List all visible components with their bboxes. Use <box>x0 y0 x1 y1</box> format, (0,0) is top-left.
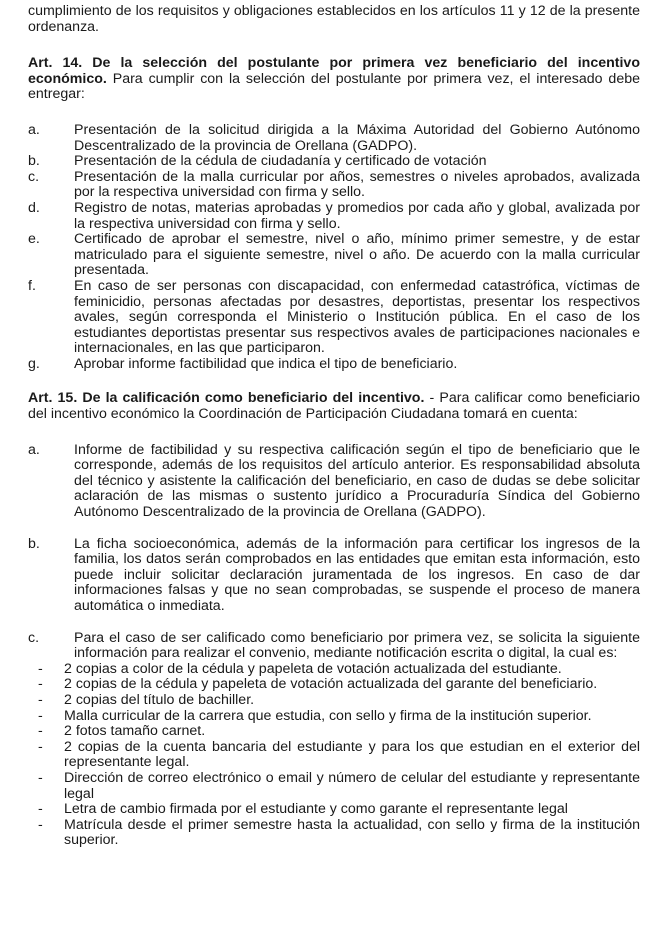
item-text: Presentación de la solicitud dirigida a la Máxima Autoridad del Gobierno Autónomo Descentralizado de la provincia de Orellana (GADPO). <box>74 121 640 154</box>
sublist-item <box>28 709 640 725</box>
item-text: Registro de notas, materias aprobadas y promedios por cada año y global, avalizada por la respectiva universidad con firma y sello. <box>74 199 640 232</box>
art14-body: Para cumplir con la selección del postulante por primera vez, el interesado debe entregar: <box>28 70 640 103</box>
sublist-item <box>28 724 640 740</box>
dash-bullet: - <box>38 707 43 724</box>
dash-bullet: - <box>38 676 43 693</box>
dash-bullet: - <box>38 691 43 708</box>
item-letter: e. <box>28 231 40 248</box>
item-text: Certificado de aprobar el semestre, nivel o año, mínimo primer semestre, y de estar matriculado para el siguiente semestre, nivel o año. De acuerdo con la malla curricular presentada. <box>74 231 640 279</box>
art15-list <box>28 443 640 662</box>
item-letter: a. <box>28 441 40 458</box>
sublist-text: 2 copias del título de bachiller. <box>64 691 255 708</box>
sublist-item <box>28 771 640 802</box>
art14-list <box>28 123 640 373</box>
item-text: Para el caso de ser calificado como beneficiario por primera vez, se solicita la siguiente información para realizar el convenio, mediante notificación escrita o digital, la cual es: <box>74 629 640 662</box>
requirements-sublist <box>28 662 640 849</box>
item-letter: d. <box>28 199 40 216</box>
list-item <box>28 123 640 154</box>
sublist-item <box>28 740 640 771</box>
list-item <box>28 537 640 615</box>
item-letter: g. <box>28 355 40 372</box>
list-item <box>28 443 640 521</box>
art14-heading: Art. 14. De la selección del postulante por primera vez beneficiario del incentivo económico. <box>28 55 640 87</box>
item-letter: b. <box>28 153 40 170</box>
dash-bullet: - <box>38 723 43 740</box>
dash-bullet: - <box>38 769 43 786</box>
list-item <box>28 232 640 279</box>
dash-bullet: - <box>38 660 43 677</box>
sublist-text: Dirección de correo electrónico o email y número de celular del estudiante y representante legal <box>64 769 640 802</box>
art15-body: - Para calificar como beneficiario del incentivo económico la Coordinación de Participación Ciudadana tomará en cuenta: <box>28 390 640 423</box>
sublist-text: Malla curricular de la carrera que estudia, con sello y firma de la institución superior. <box>64 707 592 724</box>
dash-bullet: - <box>38 738 43 755</box>
sublist-text: Letra de cambio firmada por el estudiante y como garante el representante legal <box>64 801 568 818</box>
item-text: Aprobar informe factibilidad que indica el tipo de beneficiario. <box>74 355 458 372</box>
dash-bullet: - <box>38 816 43 833</box>
dash-bullet: - <box>38 801 43 818</box>
sublist-item <box>28 662 640 678</box>
list-item <box>28 170 640 201</box>
sublist-text: 2 fotos tamaño carnet. <box>64 723 206 740</box>
item-text: Presentación de la cédula de ciudadanía y certificado de votación <box>74 153 487 170</box>
item-letter: a. <box>28 121 40 138</box>
list-item <box>28 201 640 232</box>
sublist-text: 2 copias de la cuenta bancaria del estudiante y para los que estudian en el exterior del representante legal. <box>64 738 640 771</box>
list-item <box>28 154 640 170</box>
item-letter: f. <box>28 277 36 294</box>
item-text: Presentación de la malla curricular por años, semestres o niveles aprobados, avalizada por la respectiva universidad con firma y sello. <box>74 168 640 201</box>
intro-paragraph: cumplimiento de los requisitos y obligaciones establecidos en los artículos 11 y 12 de la presente ordenanza. <box>28 3 640 35</box>
sublist-text: 2 copias a color de la cédula y papeleta de votación actualizada del estudiante. <box>64 660 562 677</box>
sublist-item <box>28 693 640 709</box>
art15-paragraph <box>28 391 640 422</box>
sublist-item <box>28 818 640 849</box>
art14-paragraph <box>28 56 640 103</box>
list-item <box>28 357 640 373</box>
item-letter: b. <box>28 535 40 552</box>
item-letter: c. <box>28 629 40 646</box>
list-item <box>28 631 640 662</box>
sublist-item <box>28 802 640 818</box>
item-letter: c. <box>28 168 40 185</box>
sublist-text: 2 copias de la cédula y papeleta de votación actualizada del garante del beneficiario. <box>64 676 598 693</box>
art15-heading: Art. 15. De la calificación como beneficiario del incentivo. <box>28 390 425 407</box>
item-text: La ficha socioeconómica, además de la información para certificar los ingresos de la familia, los datos serán comprobados en las entidades que emitan esta información, esto puede incluir solicitar declaración juramentada de los ingresos. En caso de dar informaciones falsas y que no sean comprobadas, se suspende el proceso de manera automática o inmediata. <box>74 535 640 614</box>
item-text: En caso de ser personas con discapacidad, con enfermedad catastrófica, víctimas de feminicidio, personas afectadas por desastres, deportistas, presentar los respectivos avales, según corresponda el Ministerio o Institución pública. En el caso de los estudiantes deportistas presentar sus respectivos avales de participaciones nacionales e internacionales, en las que participaron. <box>74 277 640 357</box>
list-item <box>28 279 640 357</box>
sublist-item <box>28 677 640 693</box>
sublist-text: Matrícula desde el primer semestre hasta la actualidad, con sello y firma de la institución superior. <box>64 816 640 849</box>
item-text: Informe de factibilidad y su respectiva calificación según el tipo de beneficiario que le corresponde, además de los requisitos del artículo anterior. Es responsabilidad absoluta del técnico y asistente la calificación del beneficiario, en caso de dudas se debe solicitar aclaración de las mismas o sustento jurídico a Procuraduría Síndica del Gobierno Autónomo Descentralizado de la provincia de Orellana (GADPO). <box>74 441 640 521</box>
